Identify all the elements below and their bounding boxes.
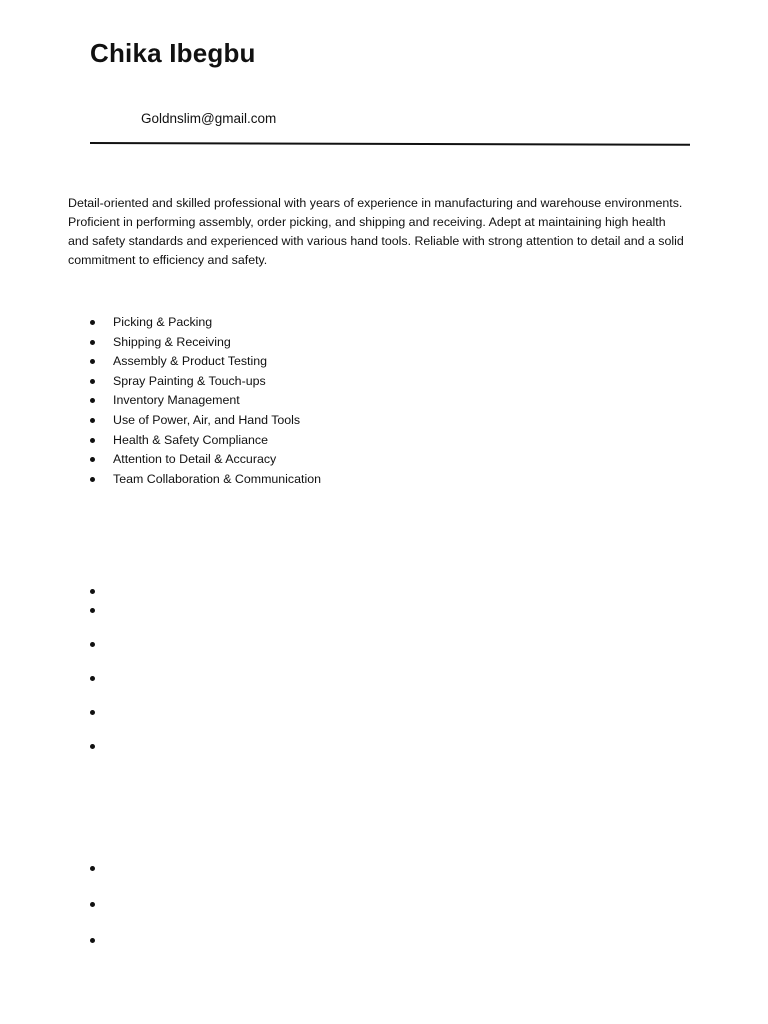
skill-item bbox=[90, 372, 321, 392]
bullet-icon bbox=[90, 320, 95, 325]
skill-item bbox=[90, 431, 321, 451]
empty-bullet-icon bbox=[90, 938, 95, 943]
bullet-icon bbox=[90, 477, 95, 482]
bullet-icon bbox=[90, 438, 95, 443]
skill-label: Assembly & Product Testing bbox=[113, 354, 268, 369]
bullet-icon bbox=[90, 340, 95, 345]
empty-bullet-icon bbox=[90, 608, 95, 613]
skill-label: Health & Safety Compliance bbox=[113, 432, 268, 447]
skill-item bbox=[90, 450, 321, 470]
candidate-name: Chika Ibegbu bbox=[90, 38, 256, 68]
skill-label: Use of Power, Air, and Hand Tools bbox=[113, 412, 301, 427]
skill-item bbox=[90, 411, 321, 431]
skill-item bbox=[90, 391, 321, 411]
skills-list bbox=[90, 313, 321, 489]
empty-bullet-icon bbox=[90, 589, 95, 594]
skill-item bbox=[90, 352, 321, 372]
bullet-icon bbox=[90, 418, 95, 423]
empty-bullet-icon bbox=[90, 676, 95, 681]
skill-label: Spray Painting & Touch-ups bbox=[113, 373, 266, 388]
empty-bullet-icon bbox=[90, 902, 95, 907]
skill-label: Inventory Management bbox=[113, 393, 240, 408]
empty-bullet-icon bbox=[90, 866, 95, 871]
bullet-icon bbox=[90, 379, 95, 384]
skill-item bbox=[90, 313, 321, 333]
header-divider bbox=[90, 142, 690, 146]
skill-label: Picking & Packing bbox=[113, 315, 213, 329]
bullet-icon bbox=[90, 359, 95, 364]
skill-label: Shipping & Receiving bbox=[113, 334, 231, 349]
skill-label: Attention to Detail & Accuracy bbox=[113, 452, 277, 467]
bullet-icon bbox=[90, 398, 95, 403]
bullet-icon bbox=[90, 457, 95, 462]
skill-item bbox=[90, 470, 321, 490]
email-address[interactable]: Goldnslim@gmail.com bbox=[141, 111, 277, 126]
skill-item bbox=[90, 333, 321, 353]
empty-bullet-icon bbox=[90, 642, 95, 647]
skill-label: Team Collaboration & Communication bbox=[113, 471, 321, 486]
professional-summary: Detail-oriented and skilled professional with years of experience in manufacturing and warehouse environments. Proficient in performing assembly, order picking, and shipping and receiving. Adept at maintaining high health and safety standards and experienced with various hand tools. Reliable with strong attention to detail and a solid commitment to efficiency and safety. bbox=[68, 196, 684, 267]
empty-bullet-icon bbox=[90, 744, 95, 749]
empty-bullet-icon bbox=[90, 710, 95, 715]
